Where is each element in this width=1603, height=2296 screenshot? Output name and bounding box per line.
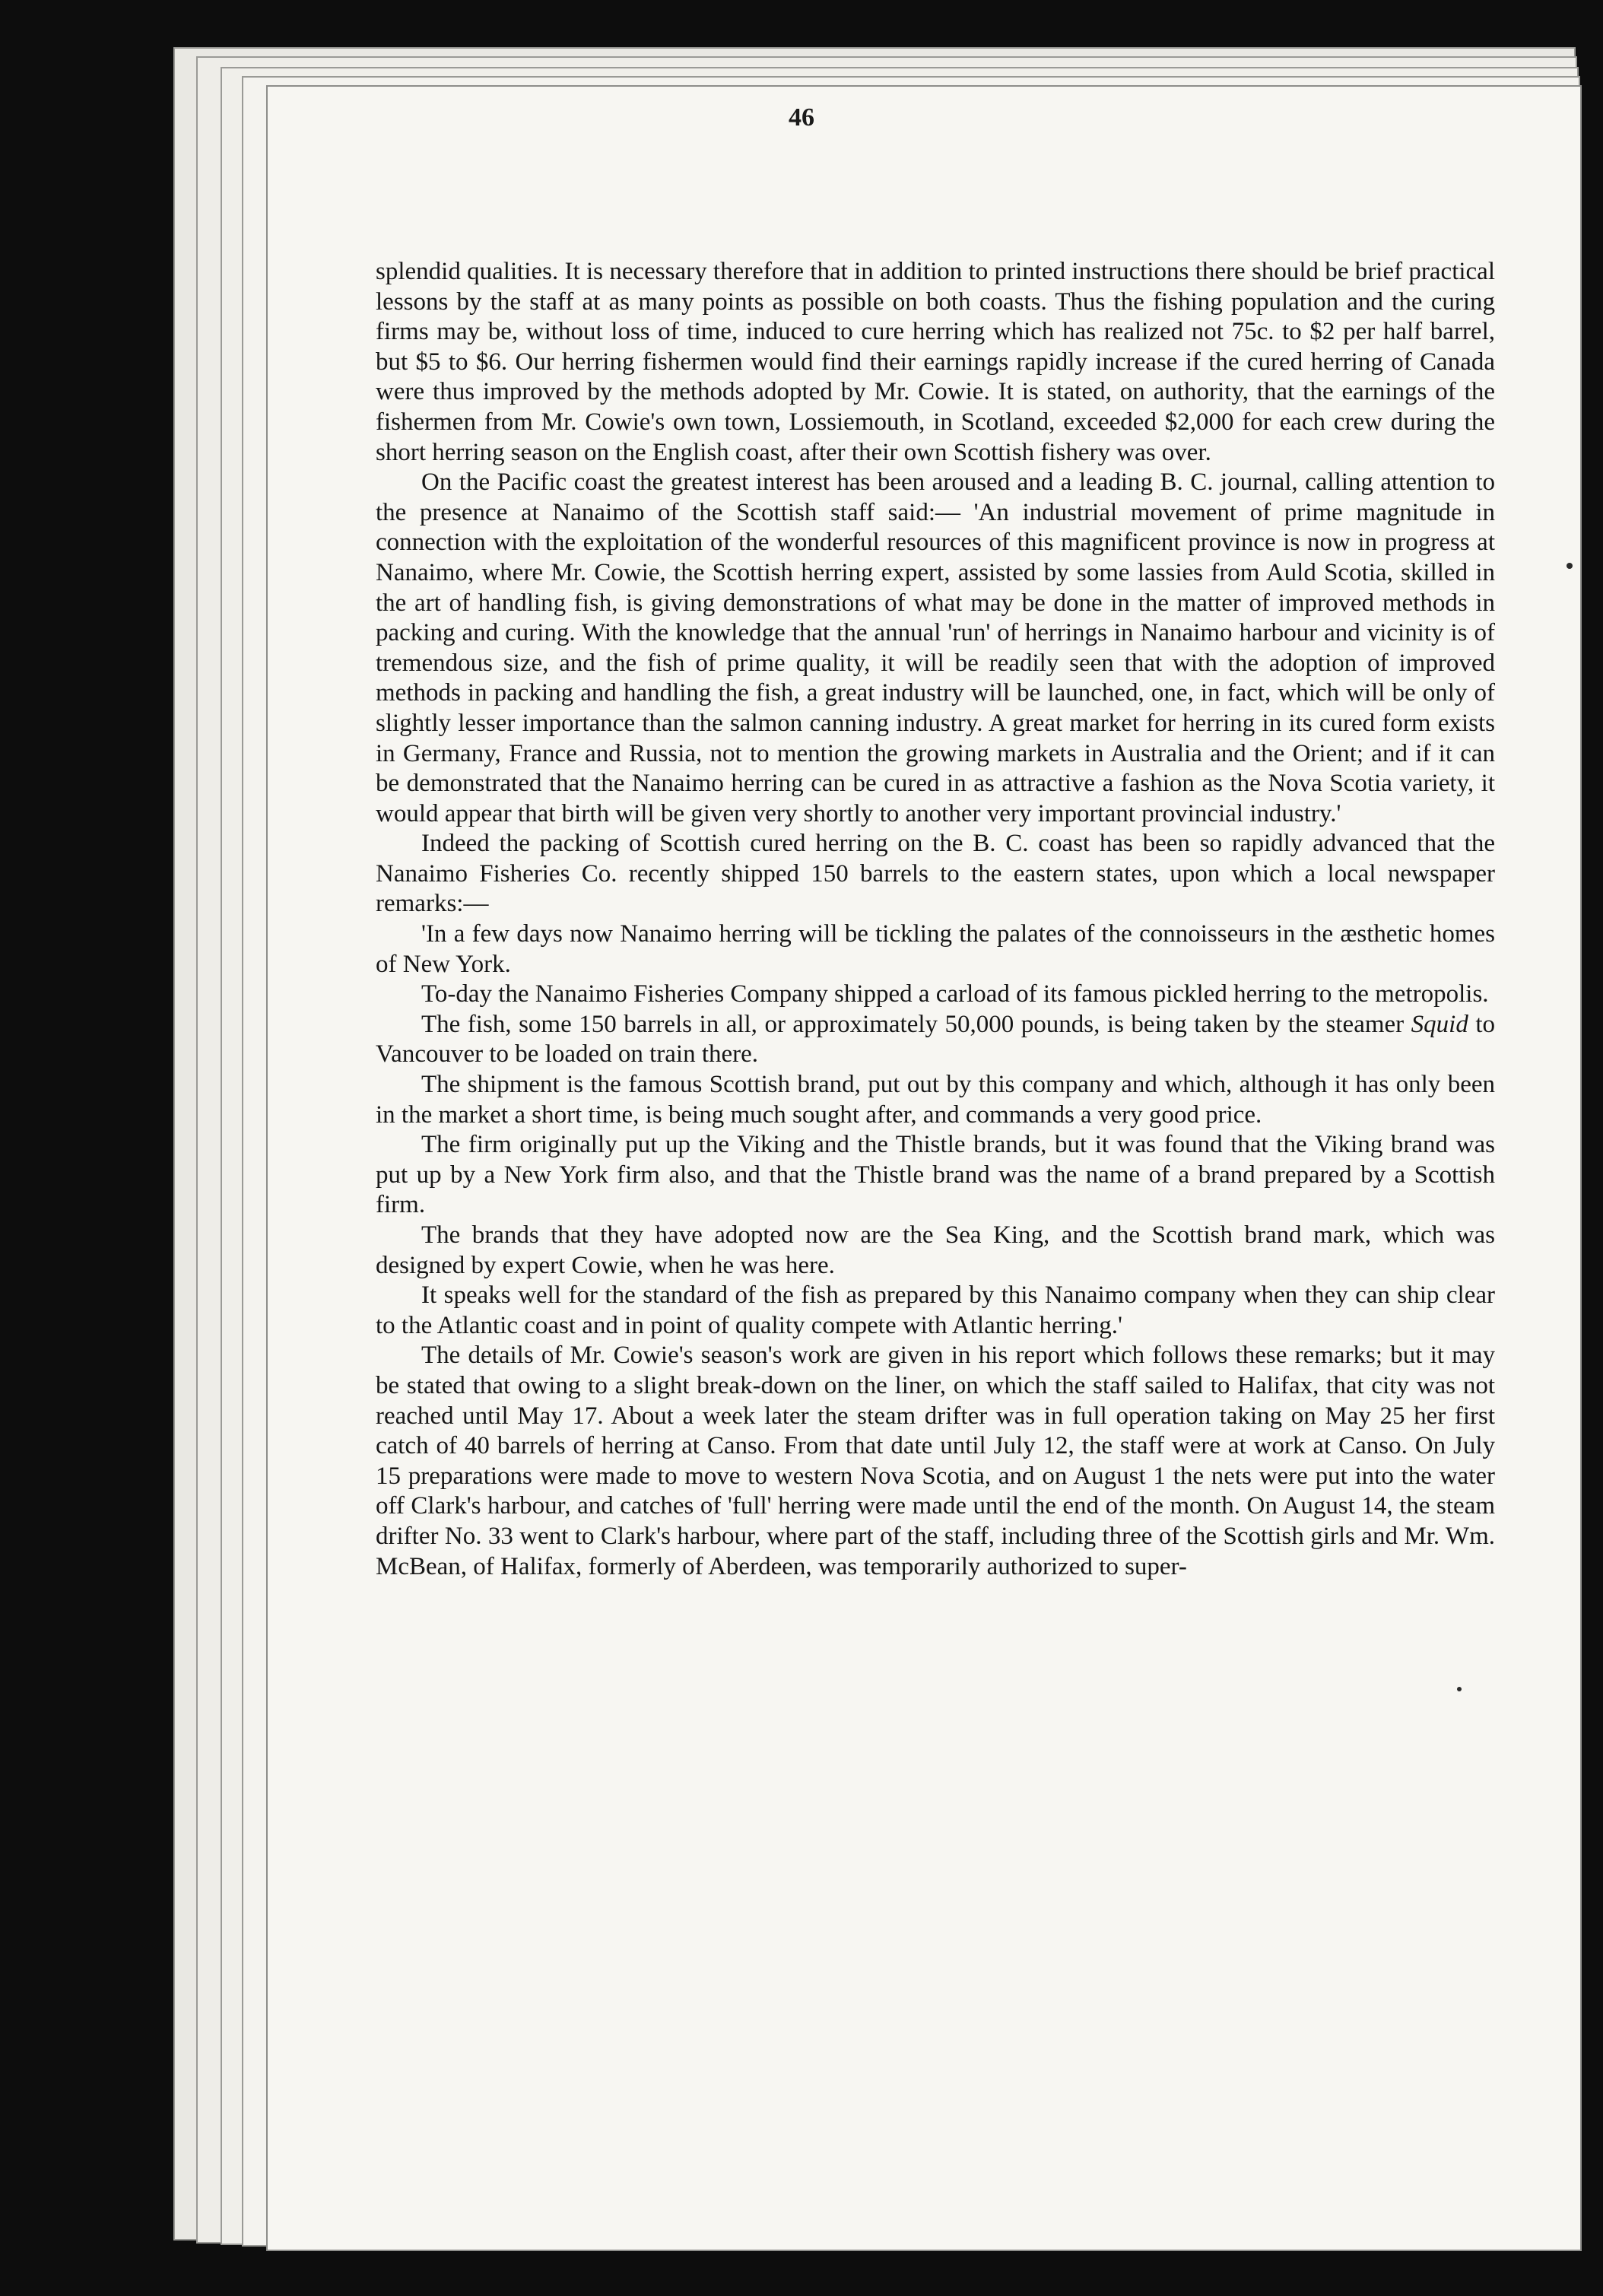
scan-speck xyxy=(1457,1687,1462,1691)
paragraph: The details of Mr. Cowie's season's work are given in his report which follows these remarks; but it may be stated that owing to a slight break-down on the liner, on which the staff sailed to Halifax, that city was not reached until May 17. About a week later the steam drifter was in full operation taking on May 25 her first catch of 40 barrels of herring at Canso. From that date until July 12, the staff were at work at Canso. On July 15 preparations were made to move to western Nova Scotia, and on August 1 the nets were put into the water off Clark's harbour, and catches of 'full' herring were made until the end of the month. On August 14, the steam drifter No. 33 went to Clark's harbour, where part of the staff, including three of the Scottish girls and Mr. Wm. McBean, of Halifax, formerly of Aberdeen, was temporarily authorized to super- xyxy=(376,1342,1495,1580)
document-body xyxy=(376,257,1495,1582)
paragraph: Indeed the packing of Scottish cured herring on the B. C. coast has been so rapidly advanced that the Nanaimo Fisheries Co. recently shipped 150 barrels to the eastern states, upon which a local newspaper remarks:— xyxy=(376,830,1495,918)
paragraph: The firm originally put up the Viking and the Thistle brands, but it was found that the Viking brand was put up by a New York firm also, and that the Thistle brand was the name of a brand prepared by a Scottish firm. xyxy=(376,1131,1495,1219)
paragraph: On the Pacific coast the greatest interest has been aroused and a leading B. C. journal, calling attention to the presence at Nanaimo of the Scottish staff said:— 'An industrial movement of prime magnitude in connection with the exploitation of the wonderful resources of this magnificent province is now in progress at Nanaimo, where Mr. Cowie, the Scottish herring expert, assisted by some lassies from Auld Scotia, skilled in the art of handling fish, is giving demonstrations of what may be done in the matter of improved methods in packing and curing. With the knowledge that the annual 'run' of herrings in Nanaimo harbour and vicinity is of tremendous size, and the fish of prime quality, it will be readily seen that with the adoption of improved methods in packing and handling the fish, a great industry will be launched, one, in fact, which will be only of slightly lesser importance than the salmon canning industry. A great market for herring in its cured form exists in Germany, France and Russia, not to mention the growing markets in Australia and the Orient; and if it can be demonstrated that the Nanaimo herring can be cured in as attractive a fashion as the Nova Scotia variety, it would appear that birth will be given very shortly to another very important provincial industry.' xyxy=(376,468,1495,827)
paragraph-text: to Vancouver to be loaded on train there. xyxy=(376,1010,1496,1069)
paragraph: The shipment is the famous Scottish brand, put out by this company and which, although it has only been in the market a short time, is being much sought after, and commands a very good price. xyxy=(376,1071,1495,1129)
paragraph: splendid qualities. It is necessary therefore that in addition to printed instructions there should be brief practical lessons by the staff at as many points as possible on both coasts. Thus the fishing population and the curing firms may be, without loss of time, induced to cure herring which has realized not 75c. to $2 per half barrel, but $5 to $6. Our herring fishermen would find their earnings rapidly increase if the cured herring of Canada were thus improved by the methods adopted by Mr. Cowie. It is stated, on authority, that the earnings of the fishermen from Mr. Cowie's own town, Lossiemouth, in Scotland, exceeded $2,000 for each crew during the short herring season on the English coast, after their own Scottish fishery was over. xyxy=(376,258,1495,466)
paragraph: The brands that they have adopted now are the Sea King, and the Scottish brand mark, which was designed by expert Cowie, when he was here. xyxy=(376,1221,1495,1279)
page-number: 46 xyxy=(789,103,814,132)
paragraph: 'In a few days now Nanaimo herring will be tickling the palates of the connoisseurs in the æsthetic homes of New York. xyxy=(376,920,1495,978)
paragraph: It speaks well for the standard of the fish as prepared by this Nanaimo company when they can ship clear to the Atlantic coast and in point of quality compete with Atlantic herring.' xyxy=(376,1281,1495,1339)
paragraph-text: The fish, some 150 barrels in all, or approximately 50,000 pounds, is being taken by the steamer xyxy=(421,1010,1411,1038)
paragraph xyxy=(376,1010,1495,1070)
ship-name: Squid xyxy=(1411,1010,1468,1038)
paragraph: To-day the Nanaimo Fisheries Company shipped a carload of its famous pickled herring to the metropolis. xyxy=(421,980,1489,1008)
scan-speck xyxy=(1566,563,1573,569)
